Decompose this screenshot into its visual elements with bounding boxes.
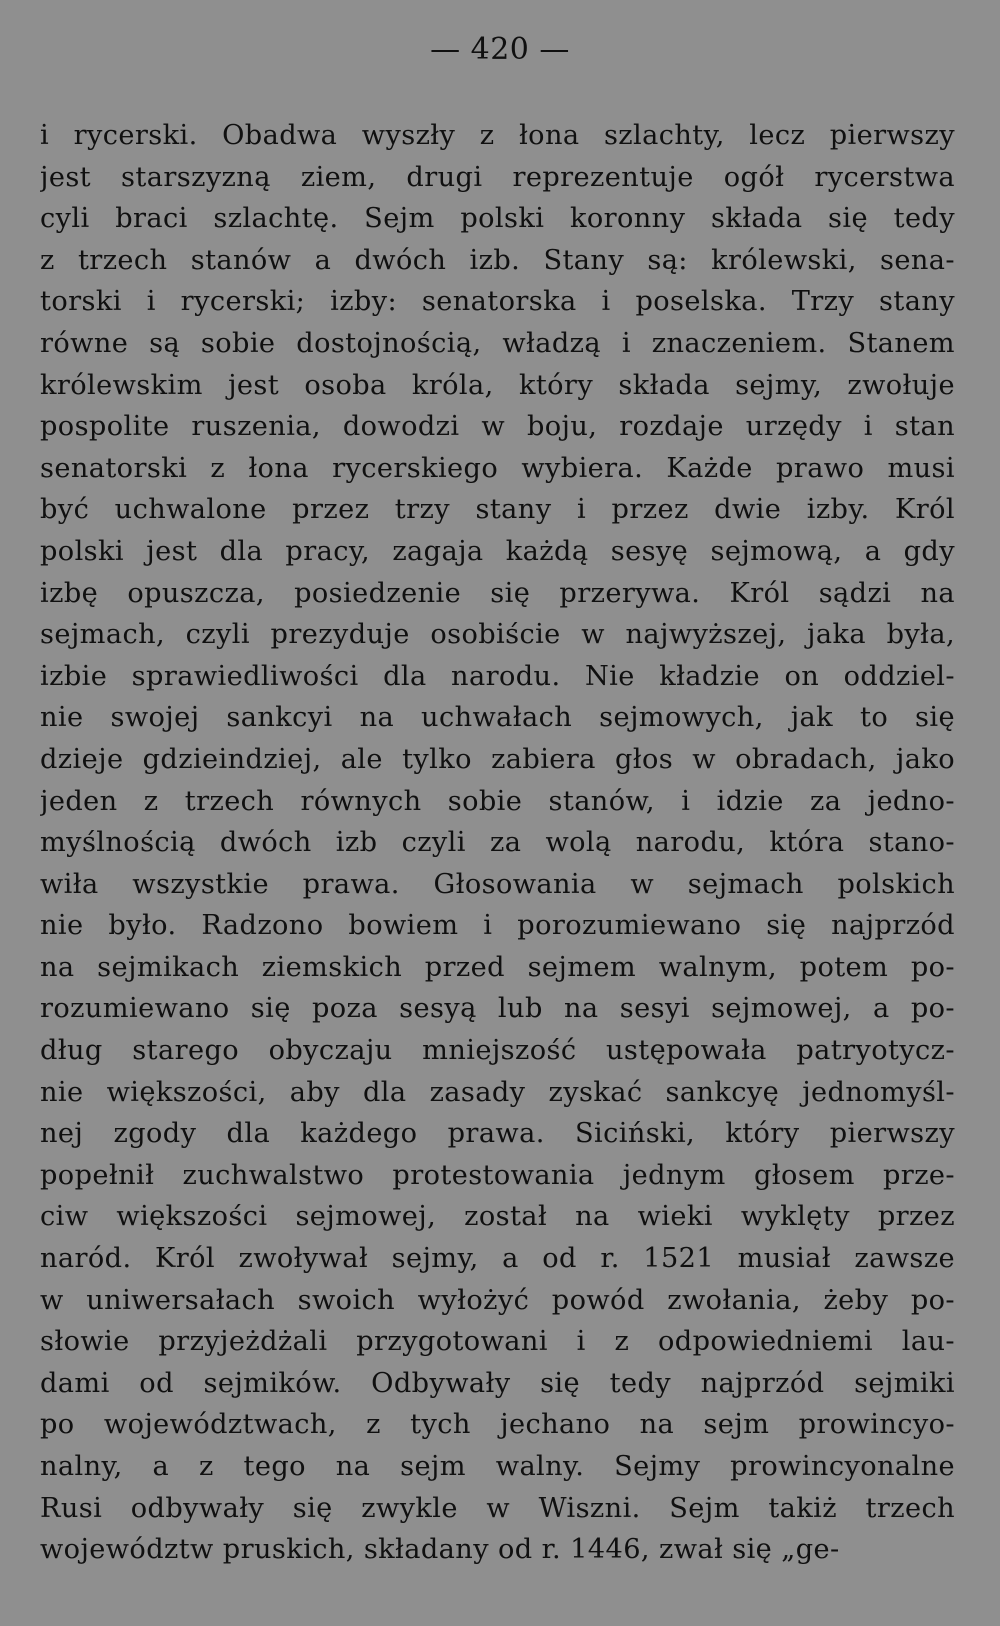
text-line: dzieje gdzieindziej, ale tylko zabiera głos w obradach, jako — [40, 743, 955, 775]
text-line: senatorski z łona rycerskiego wybiera. Każde prawo musi — [40, 452, 955, 484]
page-number: — 420 — — [430, 32, 570, 67]
text-line: jest starszyzną ziem, drugi reprezentuje ogół rycerstwa — [40, 161, 955, 193]
text-line: cyli braci szlachtę. Sejm polski koronny składa się tedy — [40, 203, 955, 235]
text-line: myślnością dwóch izb czyli za wolą narodu, która stano- — [40, 827, 955, 859]
text-line: sejmach, czyli prezyduje osobiście w najwyższej, jaka była, — [40, 619, 955, 651]
text-line: izbę opuszcza, posiedzenie się przerywa. Król sądzi na — [40, 577, 955, 609]
text-line: dami od sejmików. Odbywały się tedy najprzód sejmiki — [40, 1367, 955, 1399]
text-line: dług starego obyczaju mniejszość ustępowała patryotycz- — [40, 1035, 955, 1067]
text-line: jeden z trzech równych sobie stanów, i idzie za jedno- — [40, 785, 955, 817]
text-line: w uniwersałach swoich wyłożyć powód zwołania, żeby po- — [40, 1284, 955, 1316]
text-line: naród. Król zwoływał sejmy, a od r. 1521 musiał zawsze — [40, 1243, 955, 1275]
text-line: nie większości, aby dla zasady zyskać sankcyę jednomyśl- — [40, 1076, 955, 1108]
text-line: nalny, a z tego na sejm walny. Sejmy prowincyonalne — [40, 1451, 955, 1482]
text-line: wiła wszystkie prawa. Głosowania w sejmach polskich — [40, 868, 955, 900]
text-line: i rycerski. Obadwa wyszły z łona szlachty, lecz pierwszy — [40, 120, 955, 151]
text-line: równe są sobie dostojnością, władzą i znaczeniem. Stanem — [40, 327, 955, 359]
text-line: nej zgody dla każdego prawa. Siciński, który pierwszy — [40, 1118, 955, 1150]
text-line: nie było. Radzono bowiem i porozumiewano się najprzód — [40, 910, 955, 942]
text-line: ciw większości sejmowej, został na wieki wyklęty przez — [40, 1201, 955, 1233]
text-line: na sejmikach ziemskich przed sejmem walnym, potem po- — [40, 951, 955, 983]
text-line: z trzech stanów a dwóch izb. Stany są: królewski, sena- — [40, 244, 955, 276]
text-line: Rusi odbywały się zwykle w Wiszni. Sejm takiż trzech — [40, 1492, 955, 1524]
text-line: pospolite ruszenia, dowodzi w boju, rozdaje urzędy i stan — [40, 411, 955, 443]
text-line: nie swojej sankcyi na uchwałach sejmowych, jak to się — [40, 702, 955, 734]
text-line: królewskim jest osoba króla, który składa sejmy, zwołuje — [40, 369, 955, 401]
text-line: słowie przyjeżdżali przygotowani i z odpowiedniemi lau- — [40, 1326, 955, 1358]
text-line: być uchwalone przez trzy stany i przez dwie izby. Król — [40, 494, 955, 526]
text-line: województw pruskich, składany od r. 1446, zwał się „ge- — [40, 1534, 840, 1566]
body-text — [40, 115, 955, 1571]
text-line: rozumiewano się poza sesyą lub na sesyi sejmowej, a po- — [40, 993, 955, 1025]
text-line: po województwach, z tych jechano na sejm prowincyo- — [40, 1409, 955, 1441]
text-line: izbie sprawiedliwości dla narodu. Nie kładzie on oddziel- — [40, 660, 955, 692]
text-line: polski jest dla pracy, zagaja każdą sesyę sejmową, a gdy — [40, 535, 955, 567]
text-line: popełnił zuchwalstwo protestowania jednym głosem prze- — [40, 1159, 955, 1191]
text-line: torski i rycerski; izby: senatorska i poselska. Trzy stany — [40, 286, 955, 318]
